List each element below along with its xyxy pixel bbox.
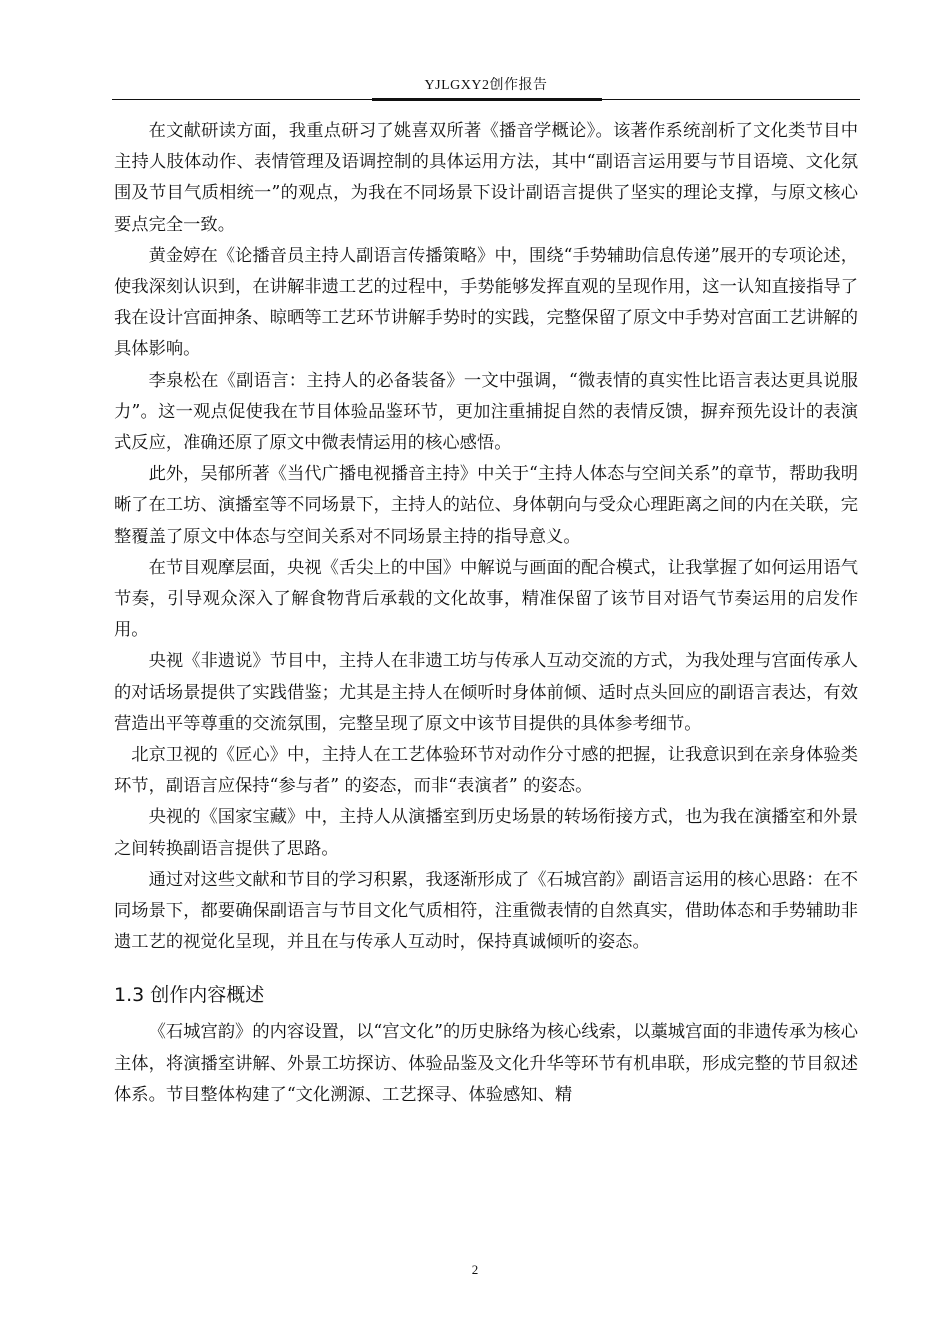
- page-number: 2: [471, 1262, 479, 1277]
- header-rule-accent: [372, 98, 602, 101]
- page-header: YJLGXY2创作报告: [424, 78, 548, 93]
- paragraph-literature-huang: 黄金婷在《论播音员主持人副语言传播策略》中，围绕“手势辅助信息传递”展开的专项论述，使我深刻认识到，在讲解非遗工艺的过程中，手势能够发挥直观的呈现作用，这一认知直接指导了我在设计宫面抻条、晾晒等工艺环节讲解手势时的实践，完整保留了原文中手势对宫面工艺讲解的具体影响。: [114, 245, 858, 360]
- paragraph-literature-wu: 此外，吴郁所著《当代广播电视播音主持》中关于“主持人体态与空间关系”的章节，帮助我明晰了在工坊、演播室等不同场景下，主持人的站位、身体朝向与受众心理距离之间的内在关联，完整覆盖了原文中体态与空间关系对不同场景主持的指导意义。: [114, 464, 858, 547]
- body-content: [114, 116, 858, 1111]
- paragraph-literature-yao: 在文献研读方面，我重点研习了姚喜双所著《播音学概论》。该著作系统剖析了文化类节目中主持人肢体动作、表情管理及语调控制的具体运用方法，其中“副语言运用要与节目语境、文化氛围及节目气质相统一”的观点，为我在不同场景下设计副语言提供了坚实的理论支撑，与原文核心要点完全一致。: [114, 121, 858, 235]
- paragraph-program-guojiabaozang: 央视的《国家宝藏》中，主持人从演播室到历史场景的转场衔接方式，也为我在演播室和外景之间转换副语言提供了思路。: [114, 807, 858, 859]
- section-heading: 1.3 创作内容概述: [114, 984, 265, 1007]
- paragraph-program-feiyishuo: 央视《非遗说》节目中，主持人在非遗工坊与传承人互动交流的方式，为我处理与宫面传承人的对话场景提供了实践借鉴；尤其是主持人在倾听时身体前倾、适时点头回应的副语言表达，有效营造出平等尊重的交流氛围，完整呈现了原文中该节目提供的具体参考细节。: [114, 651, 858, 734]
- paragraph-program-shejian: 在节目观摩层面，央视《舌尖上的中国》中解说与画面的配合模式，让我掌握了如何运用语气节奏，引导观众深入了解食物背后承载的文化故事，精准保留了该节目对语气节奏运用的启发作用。: [114, 557, 858, 641]
- paragraph-literature-li: 李泉松在《副语言：主持人的必备装备》一文中强调，“微表情的真实性比语言表达更具说服力”。这一观点促使我在节目体验品鉴环节，更加注重捕捉自然的表情反馈，摒弃预先设计的表演式反应，准确还原了原文中微表情运用的核心感悟。: [114, 370, 858, 454]
- paragraph-summary: 通过对这些文献和节目的学习积累，我逐渐形成了《石城宫韵》副语言运用的核心思路：在不同场景下，都要确保副语言与节目文化气质相符，注重微表情的自然真实，借助体态和手势辅助非遗工艺的视觉化呈现，并且在与传承人互动时，保持真诚倾听的姿态。: [114, 869, 858, 953]
- paragraph-program-jiangxin: 北京卫视的《匠心》中，主持人在工艺体验环节对动作分寸感的把握，让我意识到在亲身体验类环节，副语言应保持“参与者” 的姿态，而非“表演者” 的姿态。: [114, 745, 858, 797]
- paragraph-section-content: 《石城宫韵》的内容设置，以“宫文化”的历史脉络为核心线索，以藁城宫面的非遗传承为核心主体，将演播室讲解、外景工坊探访、体验品鉴及文化升华等环节有机串联，形成完整的节目叙述体系。节目整体构建了“文化溯源、工艺探寻、体验感知、精: [114, 1022, 858, 1105]
